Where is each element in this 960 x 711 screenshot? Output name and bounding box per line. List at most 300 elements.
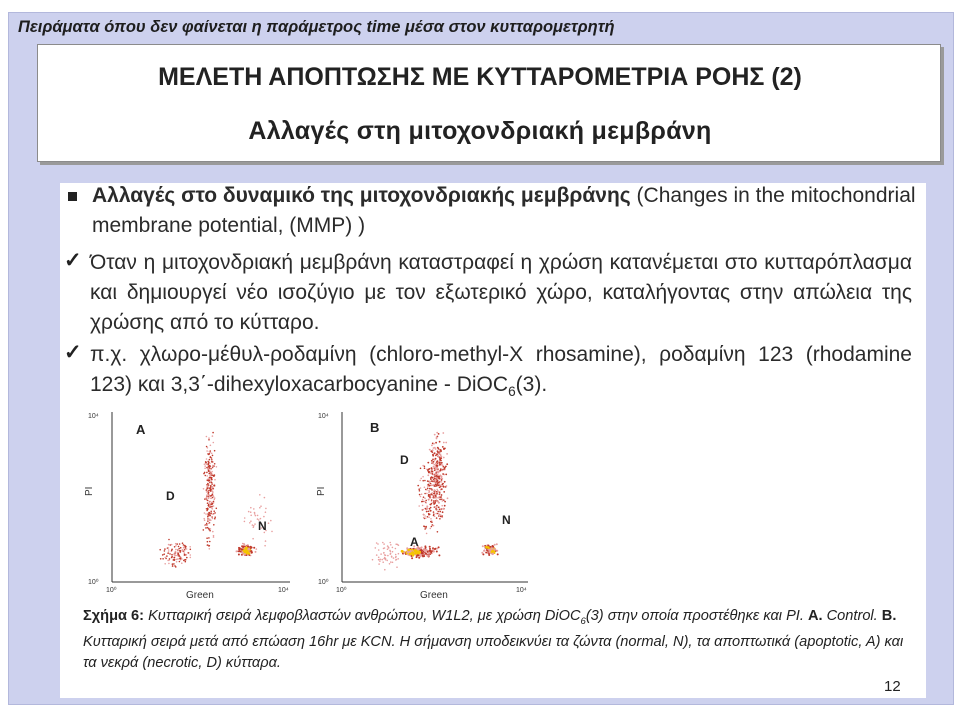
scatter-dot <box>424 515 426 517</box>
scatter-dot <box>429 496 431 498</box>
scatter-dot <box>212 432 214 434</box>
scatter-dot <box>439 491 441 493</box>
scatter-dot <box>436 467 438 469</box>
scatter-dot <box>434 464 436 466</box>
scatter-dot <box>438 480 440 482</box>
scatter-dot <box>434 466 436 468</box>
scatter-dot <box>428 517 430 519</box>
scatter-dot <box>433 511 435 513</box>
scatter-dot <box>190 557 192 559</box>
scatter-dot <box>385 559 387 561</box>
scatter-dot <box>211 474 213 476</box>
scatter-dot <box>181 558 183 560</box>
scatter-dot <box>442 432 444 434</box>
scatter-dot <box>209 541 211 543</box>
scatter-dot <box>163 553 165 555</box>
scatter-dot <box>441 481 443 483</box>
scatter-dot <box>424 545 426 547</box>
scatter-dot <box>174 557 176 559</box>
scatter-dot <box>244 551 247 554</box>
scatter-dot <box>432 454 434 456</box>
scatter-dot <box>268 522 270 524</box>
scatter-dot <box>390 544 392 546</box>
scatter-dot <box>263 516 265 518</box>
scatter-dot <box>208 439 210 441</box>
scatter-dot <box>376 542 378 544</box>
scatter-dot <box>433 494 435 496</box>
scatter-dot <box>164 550 166 552</box>
scatter-dot <box>265 511 267 513</box>
scatter-dot <box>171 554 173 556</box>
scatter-dot <box>438 448 440 450</box>
scatter-dot <box>429 491 431 493</box>
plot-b-region-n: N <box>502 513 511 527</box>
scatter-dot <box>439 518 441 520</box>
scatter-dot <box>420 468 422 470</box>
scatter-dot <box>207 544 209 546</box>
scatter-dot <box>433 461 435 463</box>
scatter-dot <box>485 552 487 554</box>
scatter-dot <box>435 494 437 496</box>
scatter-dot <box>251 547 253 549</box>
scatter-dot <box>210 512 212 514</box>
scatter-dot <box>424 487 426 489</box>
scatter-dot <box>176 543 178 545</box>
scatter-dot <box>436 453 438 455</box>
plot-a-xlabel: Green <box>186 590 214 600</box>
scatter-dot <box>422 501 424 503</box>
scatter-dot <box>430 450 432 452</box>
scatter-dot <box>210 511 212 513</box>
plot-b-dots <box>372 432 499 571</box>
scatter-dot <box>427 469 429 471</box>
scatter-dot <box>172 563 174 565</box>
scatter-dot <box>209 501 211 503</box>
scatter-dot <box>420 496 422 498</box>
scatter-dot <box>436 463 438 465</box>
scatter-dot <box>382 542 384 544</box>
flow-cytometry-figure <box>78 404 542 600</box>
scatter-dot <box>379 559 381 561</box>
plot-b-ytick-top: 10⁴ <box>318 413 329 420</box>
scatter-dot <box>174 546 176 548</box>
scatter-dot <box>444 501 446 503</box>
scatter-dot <box>436 548 438 550</box>
scatter-dot <box>441 479 443 481</box>
scatter-dot <box>190 549 192 551</box>
scatter-dot <box>188 552 190 554</box>
scatter-dot <box>184 554 186 556</box>
scatter-dot <box>382 561 384 563</box>
scatter-dot <box>212 497 214 499</box>
scatter-dot <box>427 488 429 490</box>
scatter-dot <box>396 566 398 568</box>
scatter-dot <box>439 459 441 461</box>
scatter-dot <box>216 508 218 510</box>
scatter-dot <box>431 503 433 505</box>
caption-b-text: Κυτταρική σειρά μετά από επώαση 16hr με KCN. Η σήμανση υποδεικνύει τα ζώντα (normal, N), τα αποπτωτικά (apoptotic, A) και τα νεκρά (necrotic, D) κύτταρα. <box>83 633 904 671</box>
scatter-dot <box>169 553 171 555</box>
scatter-dot <box>439 462 441 464</box>
scatter-dot <box>208 437 210 439</box>
scatter-dot <box>209 505 211 507</box>
scatter-dot <box>206 463 208 465</box>
scatter-dot <box>168 549 170 551</box>
scatter-dot <box>206 510 208 512</box>
scatter-dot <box>417 554 419 556</box>
scatter-dot <box>203 488 205 490</box>
scatter-dot <box>483 550 485 552</box>
scatter-dot <box>432 463 434 465</box>
scatter-dot <box>420 478 422 480</box>
scatter-dot <box>427 506 429 508</box>
scatter-dot <box>427 485 429 487</box>
scatter-dot <box>206 494 208 496</box>
scatter-dot <box>210 495 212 497</box>
scatter-dot <box>439 487 441 489</box>
scatter-dot <box>250 515 252 517</box>
scatter-dot <box>183 544 185 546</box>
scatter-dot <box>213 536 215 538</box>
plot-a-dots <box>159 432 272 568</box>
scatter-dot <box>434 481 436 483</box>
scatter-dot <box>208 512 210 514</box>
scatter-dot <box>430 510 432 512</box>
scatter-dot <box>211 479 213 481</box>
scatter-dot <box>207 447 209 449</box>
scatter-dot <box>207 502 209 504</box>
square-bullet-icon <box>68 192 77 201</box>
scatter-dot <box>429 481 431 483</box>
scatter-dot <box>423 555 425 557</box>
scatter-dot <box>435 506 437 508</box>
scatter-dot <box>212 513 214 515</box>
sub-title: Αλλαγές στη μιτοχονδριακή μεμβράνη <box>248 117 712 145</box>
scatter-dot <box>437 511 439 513</box>
scatter-dot <box>213 501 215 503</box>
scatter-dot <box>439 496 441 498</box>
scatter-dot <box>174 559 176 561</box>
scatter-dot <box>211 501 213 503</box>
scatter-dot <box>182 549 184 551</box>
scatter-dot <box>206 524 208 526</box>
scatter-dot <box>434 447 436 449</box>
scatter-dot <box>435 513 437 515</box>
scatter-dot <box>431 473 433 475</box>
scatter-dot <box>436 478 438 480</box>
scatter-dot <box>427 516 429 518</box>
scatter-dot <box>392 551 394 553</box>
scatter-dot <box>437 497 439 499</box>
scatter-dot <box>253 526 255 528</box>
scatter-dot <box>208 480 210 482</box>
scatter-dot <box>214 497 216 499</box>
scatter-dot <box>442 446 444 448</box>
scatter-dot <box>384 569 386 571</box>
scatter-dot <box>438 515 440 517</box>
scatter-dot <box>208 528 210 530</box>
scatter-dot <box>428 511 430 513</box>
scatter-dot <box>264 545 266 547</box>
scatter-dot <box>381 559 383 561</box>
scatter-dot <box>208 466 210 468</box>
scatter-dot <box>206 488 208 490</box>
scatter-dot <box>253 525 255 527</box>
scatter-dot <box>375 547 377 549</box>
scatter-dot <box>204 468 206 470</box>
scatter-dot <box>431 550 433 552</box>
scatter-dot <box>386 560 388 562</box>
plot-b-panel-label: B <box>370 420 380 435</box>
scatter-dot <box>438 485 440 487</box>
scatter-dot <box>182 550 184 552</box>
scatter-dot <box>428 499 430 501</box>
scatter-dot <box>378 559 380 561</box>
scatter-dot <box>440 514 442 516</box>
scatter-dot <box>177 552 179 554</box>
scatter-dot <box>432 459 434 461</box>
scatter-dot <box>387 555 389 557</box>
scatter-dot <box>254 523 256 525</box>
scatter-dot <box>416 556 418 558</box>
scatter-dot <box>441 470 443 472</box>
scatter-dot <box>439 478 441 480</box>
scatter-dot <box>424 480 426 482</box>
scatter-dot <box>436 484 438 486</box>
plot-a-ytick-bottom: 10⁰ <box>88 579 99 586</box>
scatter-dot <box>210 445 212 447</box>
scatter-dot <box>180 556 182 558</box>
scatter-dot <box>238 554 240 556</box>
scatter-dot <box>433 500 435 502</box>
scatter-dot <box>429 504 431 506</box>
scatter-dot <box>433 513 435 515</box>
scatter-dot <box>439 474 441 476</box>
scatter-dot <box>177 554 179 556</box>
dyes-text-end: (3). <box>515 373 548 396</box>
scatter-dot <box>210 519 212 521</box>
scatter-dot <box>431 445 433 447</box>
scatter-dot <box>171 557 173 559</box>
scatter-dot <box>446 463 448 465</box>
scatter-dot <box>207 500 209 502</box>
scatter-dot <box>387 545 389 547</box>
scatter-dot <box>259 507 261 509</box>
scatter-dot <box>433 480 435 482</box>
scatter-dot <box>175 559 177 561</box>
scatter-dot <box>379 560 381 562</box>
plot-a-xtick-left: 10⁰ <box>106 587 117 594</box>
scatter-dot <box>175 549 177 551</box>
scatter-dot <box>214 518 216 520</box>
scatter-dot <box>168 539 170 541</box>
scatter-dot <box>427 551 429 553</box>
scatter-dot <box>210 528 212 530</box>
scatter-dot <box>210 457 212 459</box>
scatter-dot <box>212 531 214 533</box>
scatter-dot <box>383 543 385 545</box>
scatter-dot <box>208 505 210 507</box>
scatter-dot <box>436 499 438 501</box>
scatter-dot <box>213 535 215 537</box>
scatter-dot <box>168 544 170 546</box>
scatter-dot <box>425 518 427 520</box>
main-title: ΜΕΛΕΤΗ ΑΠΟΠΤΩΣΗΣ ΜΕ ΚΥΤΤΑΡΟΜΕΤΡΙΑ ΡΟΗΣ (2) <box>158 63 802 91</box>
scatter-dot <box>392 562 394 564</box>
scatter-dot <box>206 491 208 493</box>
scatter-dot <box>211 482 213 484</box>
scatter-dot <box>441 488 443 490</box>
scatter-dot <box>376 554 378 556</box>
scatter-dot <box>398 553 400 555</box>
scatter-dot <box>432 477 434 479</box>
scatter-dot <box>206 489 208 491</box>
scatter-dot <box>176 561 178 563</box>
scatter-dot <box>175 551 177 553</box>
check-icon: ✓ <box>64 249 82 272</box>
scatter-dot <box>441 498 443 500</box>
scatter-dot <box>420 555 422 557</box>
scatter-dot <box>172 565 174 567</box>
scatter-dot <box>216 466 218 468</box>
scatter-dot <box>430 483 432 485</box>
scatter-dot <box>437 451 439 453</box>
caption-b-label: B. <box>881 608 897 624</box>
scatter-dot <box>445 442 447 444</box>
scatter-dot <box>389 542 391 544</box>
scatter-dot <box>210 498 212 500</box>
scatter-dot <box>438 472 440 474</box>
scatter-dot <box>208 497 210 499</box>
scatter-dot <box>434 452 436 454</box>
scatter-dot <box>186 554 188 556</box>
plot-b-xlabel: Green <box>420 590 448 600</box>
scatter-dot <box>398 544 400 546</box>
scatter-dot <box>434 490 436 492</box>
scatter-dot <box>430 528 432 530</box>
scatter-dot <box>160 558 162 560</box>
dyes-subscript: 6 <box>508 384 516 400</box>
scatter-dot <box>205 527 207 529</box>
scatter-dot <box>251 550 253 552</box>
scatter-dot <box>418 488 420 490</box>
scatter-dot <box>429 485 431 487</box>
scatter-dot <box>414 550 417 553</box>
scatter-dot <box>211 516 213 518</box>
scatter-dot <box>422 480 424 482</box>
scatter-dot <box>255 551 257 553</box>
scatter-dot <box>384 558 386 560</box>
scatter-dot <box>435 473 437 475</box>
scatter-dot <box>481 552 483 554</box>
scatter-dot <box>390 553 392 555</box>
scatter-dot <box>436 493 438 495</box>
scatter-dot <box>253 508 255 510</box>
scatter-dot <box>431 480 433 482</box>
scatter-dot <box>206 450 208 452</box>
scatter-dot <box>265 540 267 542</box>
scatter-dot <box>436 551 438 553</box>
scatter-dot <box>210 468 212 470</box>
scatter-dot <box>439 449 441 451</box>
scatter-dot <box>208 464 210 466</box>
scatter-dot <box>437 531 439 533</box>
scatter-dot <box>236 550 238 552</box>
scatter-dot <box>447 497 449 499</box>
scatter-dot <box>174 565 176 567</box>
scatter-dot <box>494 544 496 546</box>
scatter-dot <box>422 509 424 511</box>
scatter-dot <box>442 508 444 510</box>
top-note: Πειράματα όπου δεν φαίνεται η παράμετρος time μέσα στον κυτταρομετρητή <box>18 18 615 36</box>
scatter-dot <box>209 503 211 505</box>
scatter-dot <box>248 548 251 551</box>
scatter-dot <box>208 490 210 492</box>
scatter-dot <box>420 487 422 489</box>
scatter-dot <box>164 563 166 565</box>
scatter-dot <box>206 475 208 477</box>
scatter-dot <box>417 485 419 487</box>
scatter-dot <box>434 434 436 436</box>
scatter-dot <box>440 508 442 510</box>
scatter-dot <box>426 533 428 535</box>
scatter-dot <box>165 557 167 559</box>
scatter-dot <box>185 561 187 563</box>
scatter-dot <box>441 485 443 487</box>
scatter-dot <box>418 551 421 554</box>
scatter-dot <box>438 433 440 435</box>
scatter-dot <box>250 520 252 522</box>
scatter-dot <box>209 548 211 550</box>
scatter-dot <box>444 481 446 483</box>
scatter-dot <box>390 561 392 563</box>
plot-b <box>316 412 528 600</box>
scatter-dot <box>162 554 164 556</box>
scatter-dot <box>422 465 424 467</box>
scatter-dot <box>429 494 431 496</box>
scatter-dot <box>433 525 435 527</box>
scatter-dot <box>207 461 209 463</box>
scatter-dot <box>442 511 444 513</box>
scatter-dot <box>209 515 211 517</box>
scatter-dot <box>427 462 429 464</box>
caption-label: Σχήμα 6: <box>83 608 145 624</box>
scatter-dot <box>212 487 214 489</box>
scatter-dot <box>397 558 399 560</box>
scatter-dot <box>438 554 440 556</box>
scatter-dot <box>209 451 211 453</box>
scatter-dot <box>422 476 424 478</box>
scatter-dot <box>244 548 247 551</box>
plot-b-xtick-left: 10⁰ <box>336 587 347 594</box>
scatter-dot <box>426 511 428 513</box>
scatter-dot <box>418 557 420 559</box>
scatter-dot <box>175 545 177 547</box>
check-icon: ✓ <box>64 341 82 364</box>
scatter-dot <box>244 521 246 523</box>
scatter-dot <box>212 492 214 494</box>
scatter-dot <box>254 512 256 514</box>
scatter-dot <box>210 475 212 477</box>
scatter-dot <box>439 511 441 513</box>
scatter-dot <box>207 468 209 470</box>
scatter-dot <box>435 458 437 460</box>
scatter-dot <box>203 529 205 531</box>
scatter-dot <box>206 537 208 539</box>
scatter-dot <box>207 520 209 522</box>
scatter-dot <box>482 545 484 547</box>
scatter-dot <box>444 505 446 507</box>
